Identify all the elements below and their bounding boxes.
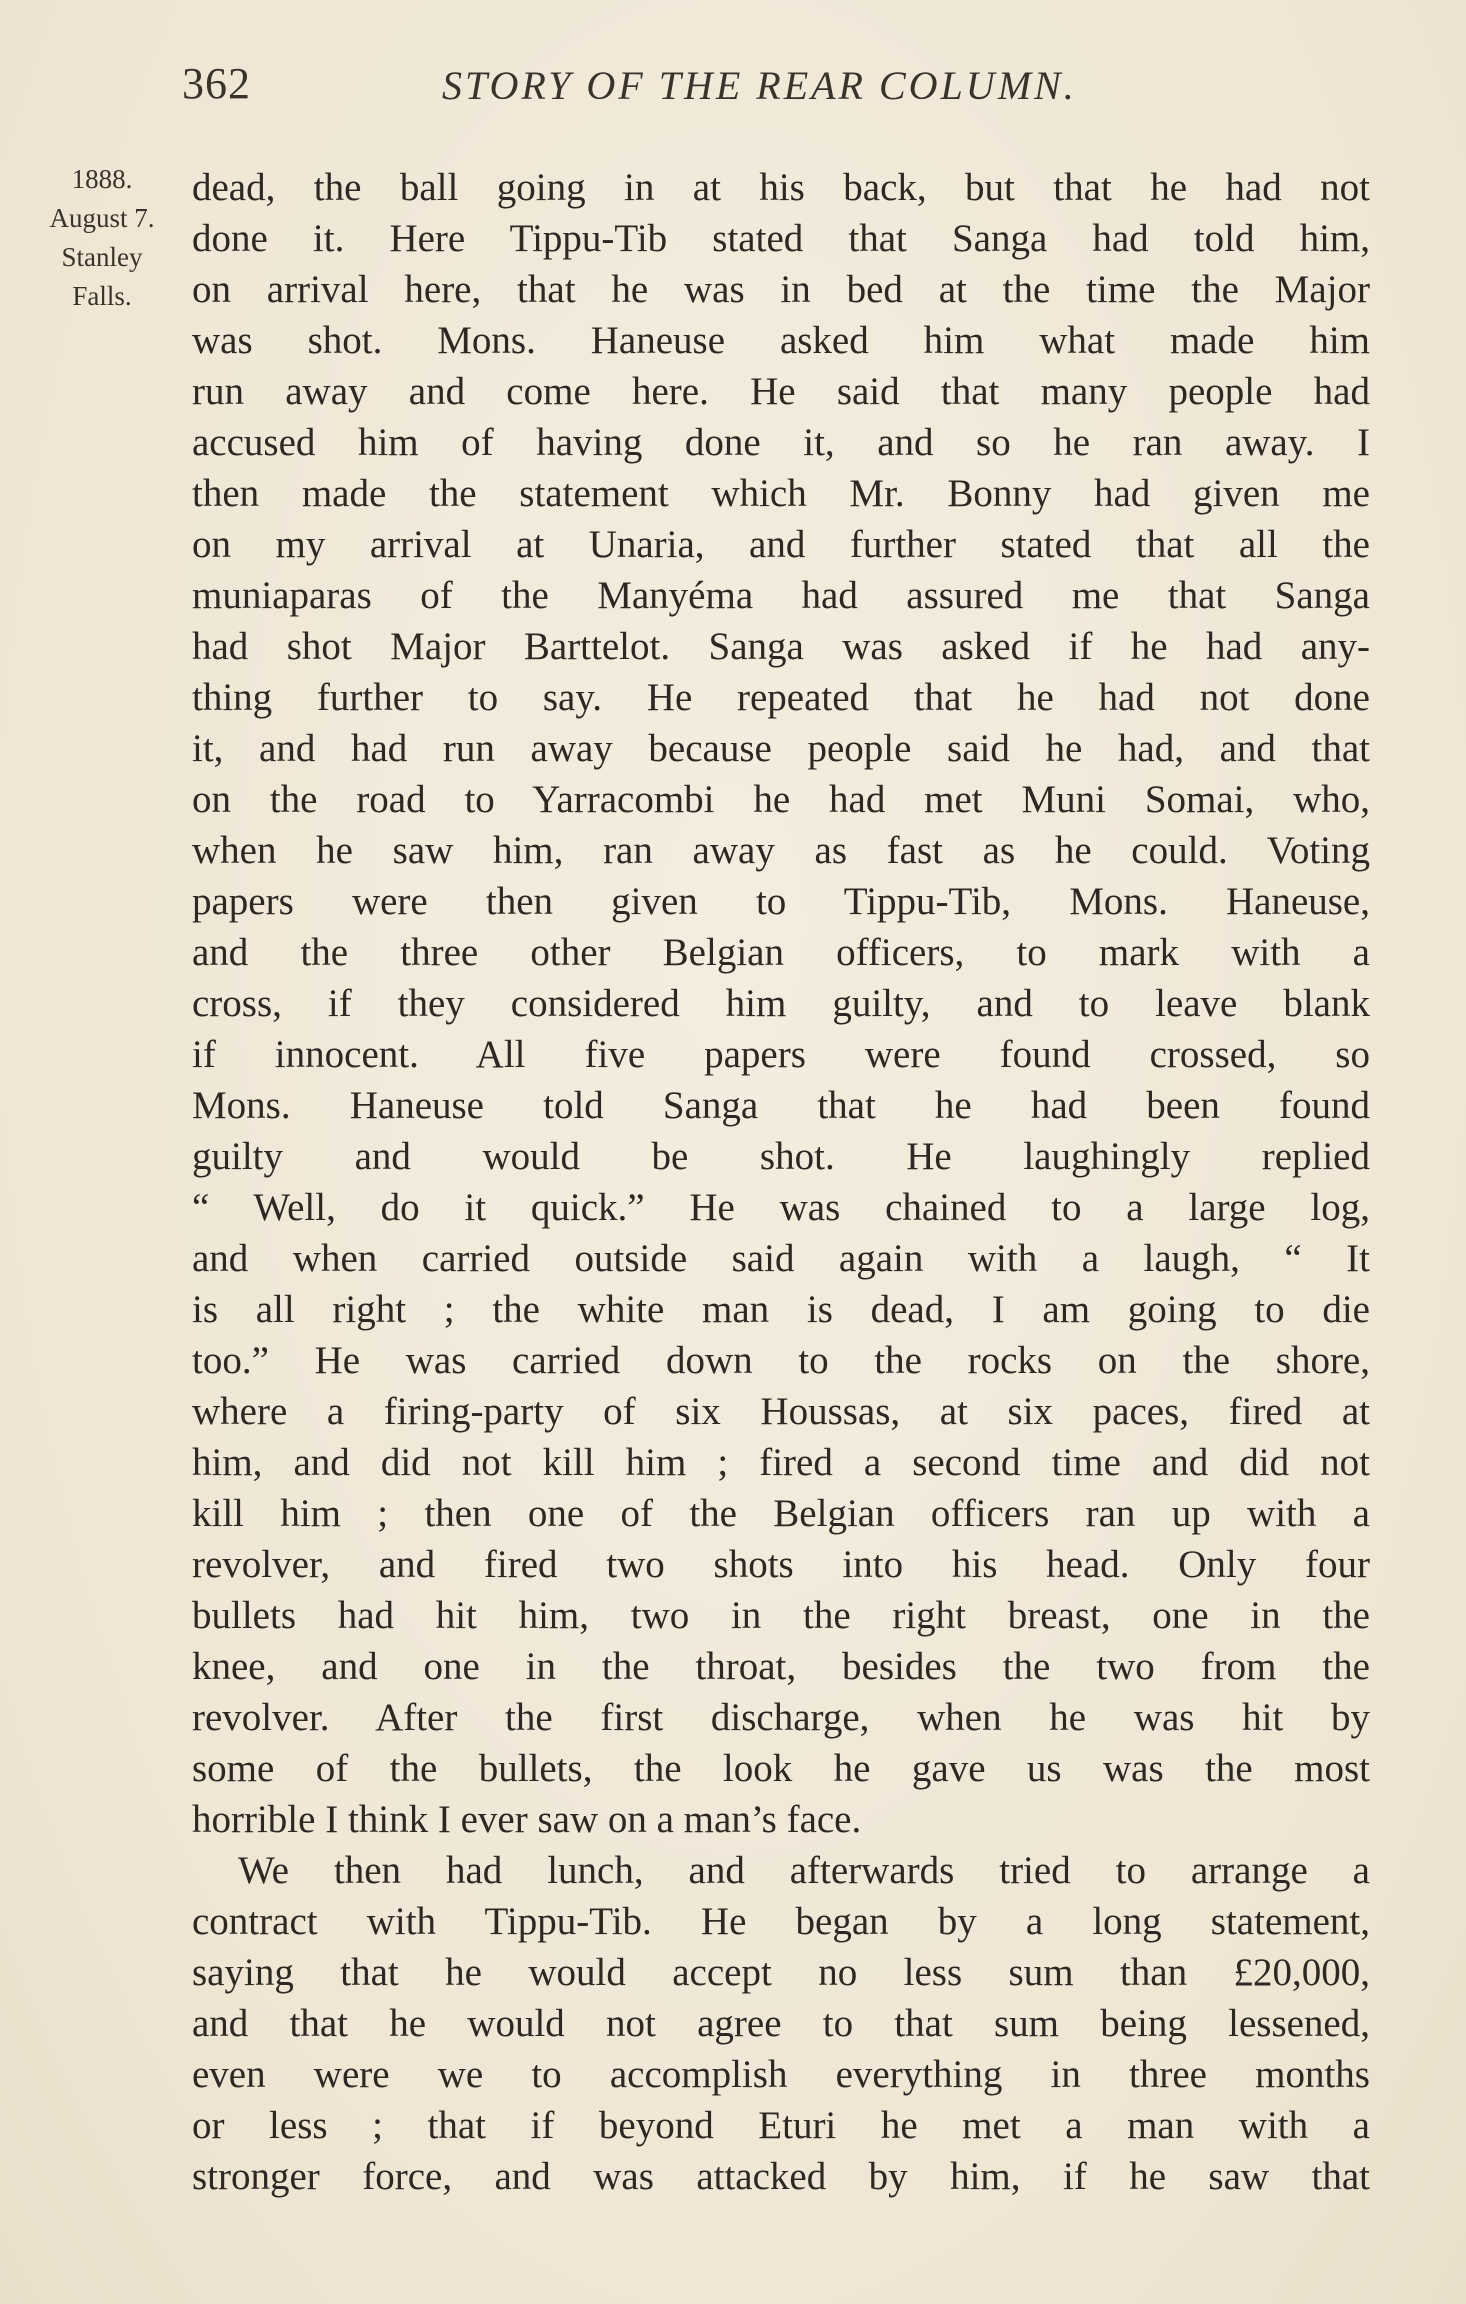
text-line: contract with Tippu-Tib. He began by a long statement, xyxy=(192,1900,1370,1943)
text-line: when he saw him, ran away as fast as he could. Voting xyxy=(192,829,1370,872)
text-line: even were we to accomplish everything in three months xyxy=(192,2053,1370,2096)
text-line: or less ; that if beyond Eturi he met a man with a xyxy=(192,2104,1370,2147)
margin-note-place: Stanley xyxy=(61,242,143,272)
margin-note-place-2: Falls. xyxy=(72,281,132,311)
text-line: guilty and would be shot. He laughingly replied xyxy=(192,1135,1370,1178)
text-line: and the three other Belgian officers, to mark with a xyxy=(192,931,1370,974)
text-line: him, and did not kill him ; fired a second time and did not xyxy=(192,1441,1370,1484)
margin-note-year: 1888. xyxy=(71,164,133,194)
text-line: and that he would not agree to that sum being lessened, xyxy=(192,2002,1370,2045)
text-line: had shot Major Barttelot. Sanga was asked if he had any- xyxy=(192,625,1370,668)
text-line: knee, and one in the throat, besides the two from the xyxy=(192,1645,1370,1688)
text-line: where a firing-party of six Houssas, at six paces, fired at xyxy=(192,1390,1370,1433)
text-line: revolver, and fired two shots into his head. Only four xyxy=(192,1543,1370,1586)
paragraph-start-line: We then had lunch, and afterwards tried to arrange a xyxy=(238,1849,1370,1892)
text-line: if innocent. All five papers were found crossed, so xyxy=(192,1033,1370,1076)
paragraph-end-line: horrible I think I ever saw on a man’s face. xyxy=(192,1798,862,1841)
page-header xyxy=(182,58,1372,128)
text-line: was shot. Mons. Haneuse asked him what made him xyxy=(192,319,1370,362)
text-line: on my arrival at Unaria, and further stated that all the xyxy=(192,523,1370,566)
text-line: done it. Here Tippu-Tib stated that Sanga had told him, xyxy=(192,217,1370,260)
margin-note xyxy=(18,160,186,316)
body-text xyxy=(192,162,1370,2202)
text-line: accused him of having done it, and so he ran away. I xyxy=(192,421,1370,464)
text-line: bullets had hit him, two in the right breast, one in the xyxy=(192,1594,1370,1637)
text-line: papers were then given to Tippu-Tib, Mons. Haneuse, xyxy=(192,880,1370,923)
page-number: 362 xyxy=(182,59,251,108)
text-line: kill him ; then one of the Belgian officers ran up with a xyxy=(192,1492,1370,1535)
text-line: muniaparas of the Manyéma had assured me that Sanga xyxy=(192,574,1370,617)
text-line: is all right ; the white man is dead, I am going to die xyxy=(192,1288,1370,1331)
text-line: it, and had run away because people said he had, and that xyxy=(192,727,1370,770)
text-line: “ Well, do it quick.” He was chained to a large log, xyxy=(192,1186,1370,1229)
text-line: revolver. After the first discharge, when he was hit by xyxy=(192,1696,1370,1739)
text-line: saying that he would accept no less sum than £20,000, xyxy=(192,1951,1370,1994)
running-head: STORY OF THE REAR COLUMN. xyxy=(442,63,1077,108)
text-line: stronger force, and was attacked by him, if he saw that xyxy=(192,2155,1370,2198)
text-line: too.” He was carried down to the rocks on the shore, xyxy=(192,1339,1370,1382)
text-line: and when carried outside said again with a laugh, “ It xyxy=(192,1237,1370,1280)
margin-note-date: August 7. xyxy=(49,203,155,233)
text-line: thing further to say. He repeated that he had not done xyxy=(192,676,1370,719)
text-line: then made the statement which Mr. Bonny had given me xyxy=(192,472,1370,515)
text-line: on the road to Yarracombi he had met Muni Somai, who, xyxy=(192,778,1370,821)
text-line: on arrival here, that he was in bed at the time the Major xyxy=(192,268,1370,311)
text-line: Mons. Haneuse told Sanga that he had been found xyxy=(192,1084,1370,1127)
text-line: some of the bullets, the look he gave us was the most xyxy=(192,1747,1370,1790)
text-line: cross, if they considered him guilty, and to leave blank xyxy=(192,982,1370,1025)
text-line: dead, the ball going in at his back, but that he had not xyxy=(192,166,1370,209)
text-line: run away and come here. He said that many people had xyxy=(192,370,1370,413)
